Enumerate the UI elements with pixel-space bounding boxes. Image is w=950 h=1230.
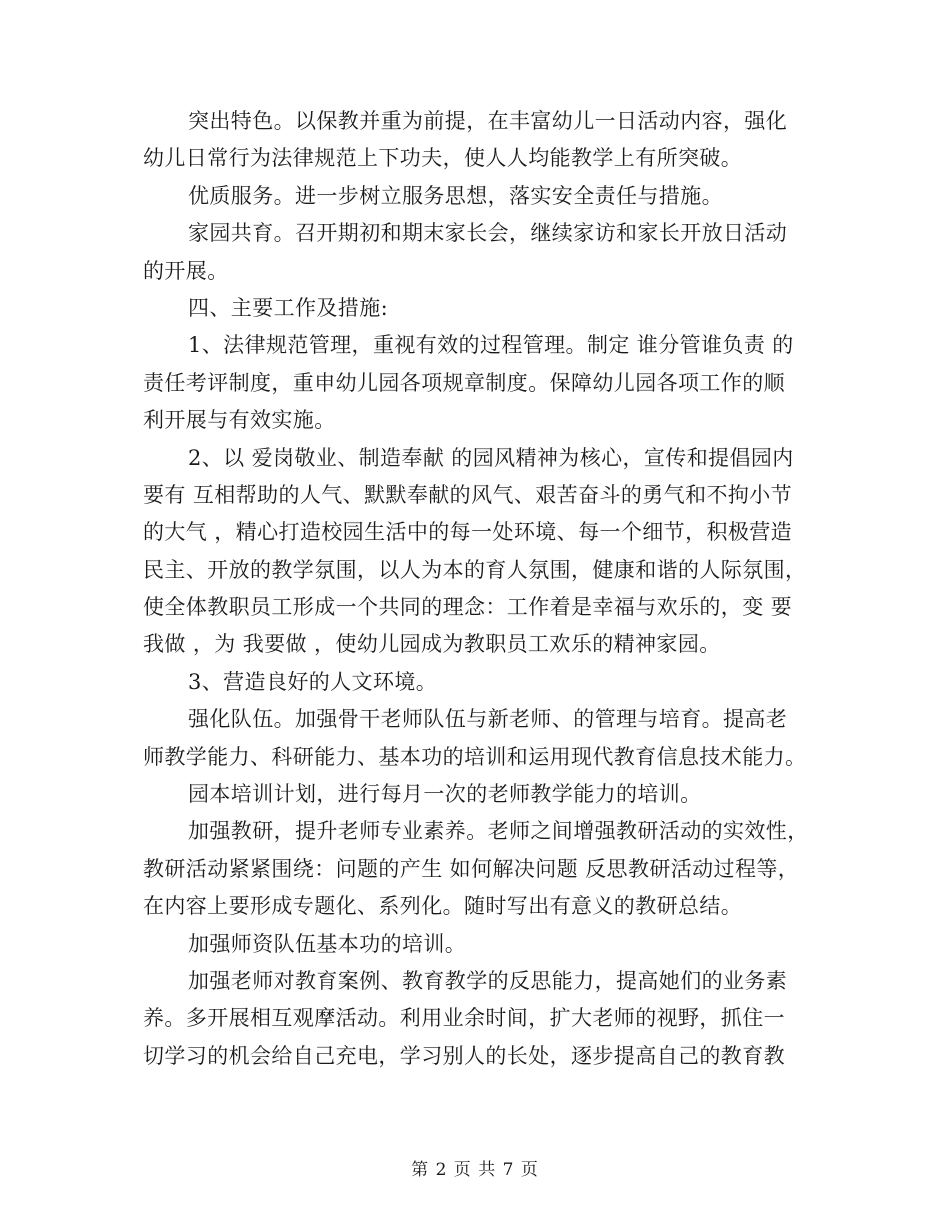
text-line: 在内容上要形成专题化、系列化。随时写出有意义的教研总结。 [143,894,743,919]
document-body [143,103,808,1075]
text-line: 要有 互相帮助的人气、默默奉献的风气、艰苦奋斗的勇气和不拘小节 [143,482,793,507]
text-line: 强化队伍。加强骨干老师队伍与新老师、的管理与培育。提高老 [188,707,788,732]
text-line: 的开展。 [143,258,229,283]
text-line: 1、法律规范管理，重视有效的过程管理。制定 谁分管谁负责 的 [188,333,794,358]
text-line: 利开展与有效实施。 [143,408,336,433]
page-footer: 第 2 页 共 7 页 [411,1160,539,1180]
text-line: 民主、开放的教学氛围，以人为本的育人氛围，健康和谐的人际氛围， [143,557,807,582]
text-line: 教研活动紧紧围绕：问题的产生 如何解决问题 反思教研活动过程等， [143,856,800,881]
text-line: 我做 ，为 我要做 ，使幼儿园成为教职员工欢乐的精神家园。 [143,632,721,657]
text-line: 加强教研，提升老师专业素养。老师之间增强教研活动的实效性， [188,819,809,844]
text-line: 园本培训计划，进行每月一次的老师教学能力的培训。 [188,782,702,807]
text-line: 幼儿日常行为法律规范上下功夫，使人人均能教学上有所突破。 [143,146,743,171]
text-line: 养。多开展相互观摩活动。利用业余时间，扩大老师的视野，抓住一 [143,1006,785,1031]
text-line: 家园共育。召开期初和期末家长会，继续家访和家长开放日活动 [188,221,788,246]
text-line: 的大气 ，精心打造校园生活中的每一处环境、每一个细节，积极营造 [143,520,793,545]
text-line: 2、以 爱岗敬业、制造奉献 的园风精神为核心，宣传和提倡园内 [188,445,794,470]
text-line: 加强师资队伍基本功的培训。 [188,931,467,956]
text-line: 优质服务。进一步树立服务思想，落实安全责任与措施。 [188,183,723,208]
text-line: 责任考评制度，重申幼儿园各项规章制度。保障幼儿园各项工作的顺 [143,370,785,395]
text-line: 师教学能力、科研能力、基本功的培训和运用现代教育信息技术能力。 [143,744,807,769]
text-line: 切学习的机会给自己充电，学习别人的长处，逐步提高自己的教育教 [143,1043,785,1068]
text-line: 使全体教职员工形成一个共同的理念：工作着是幸福与欢乐的，变 要 [143,595,793,620]
text-line: 3、营造良好的人文环境。 [188,669,438,694]
text-line: 加强老师对教育案例、教育教学的反思能力，提高她们的业务素 [188,968,788,993]
text-line: 突出特色。以保教并重为前提，在丰富幼儿一日活动内容，强化 [188,109,788,133]
section-heading: 四、主要工作及措施: [188,295,389,320]
